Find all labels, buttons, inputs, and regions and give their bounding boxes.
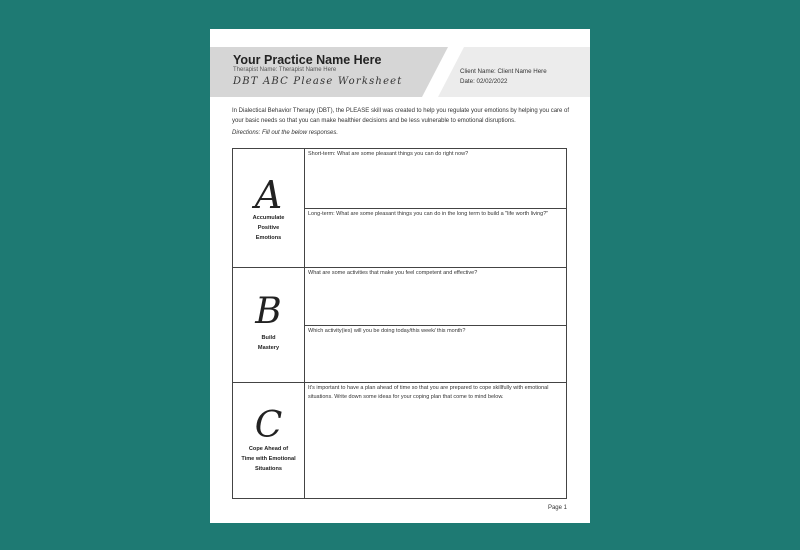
- response-table: [232, 148, 567, 499]
- section-label-a: Accumulate Positive Emotions: [252, 215, 285, 241]
- client-name: Client Name: Client Name Here: [460, 68, 547, 75]
- section-divider: [233, 267, 566, 268]
- response-area-a1[interactable]: [305, 161, 566, 207]
- section-label-c: Cope Ahead of Time with Emotional Situations: [241, 446, 296, 472]
- directions: Directions: Fill out the below responses.: [232, 130, 339, 136]
- question-divider: [304, 325, 566, 326]
- question-b-competent: What are some activities that make you feel competent and effective?: [308, 270, 478, 276]
- question-b-activities: Which activity(ies) will you be doing today/this week/ this month?: [308, 328, 466, 334]
- section-label-b: Build Mastery: [257, 335, 280, 351]
- question-divider: [304, 208, 566, 209]
- date-field: Date: 02/02/2022: [460, 78, 508, 85]
- worksheet-title: DBT ABC Please Worksheet: [233, 76, 403, 87]
- intro-paragraph: In Dialectical Behavior Therapy (DBT), the PLEASE skill was created to help you regulate your emotions by helping you care of your basic needs so that you can make healthier decisions and be less vulnerable to emotional disruptions.: [232, 108, 570, 124]
- section-divider: [233, 382, 566, 383]
- section-letter-c: C: [254, 405, 283, 446]
- response-area-b2[interactable]: [305, 337, 566, 381]
- response-area-b1[interactable]: [305, 279, 566, 324]
- section-letter-b: B: [255, 291, 282, 332]
- response-area-c1[interactable]: [305, 405, 566, 497]
- worksheet-page: [210, 29, 590, 523]
- question-c-cope-ahead: It's important to have a plan ahead of time so that you are prepared to cope skillfully with emotional situations. Write down some ideas for your coping plan that come to mind below.: [308, 385, 549, 400]
- practice-name: Your Practice Name Here: [233, 53, 382, 67]
- response-area-a2[interactable]: [305, 221, 566, 266]
- page-number: Page 1: [547, 505, 567, 511]
- question-a-short-term: Short-term: What are some pleasant things you can do right now?: [308, 151, 469, 157]
- section-letter-a: A: [254, 173, 283, 217]
- question-a-long-term: Long-term: What are some pleasant things you can do in the long term to build a "life worth living?": [308, 211, 549, 217]
- therapist-name: Therapist Name: Therapist Name Here: [233, 67, 337, 73]
